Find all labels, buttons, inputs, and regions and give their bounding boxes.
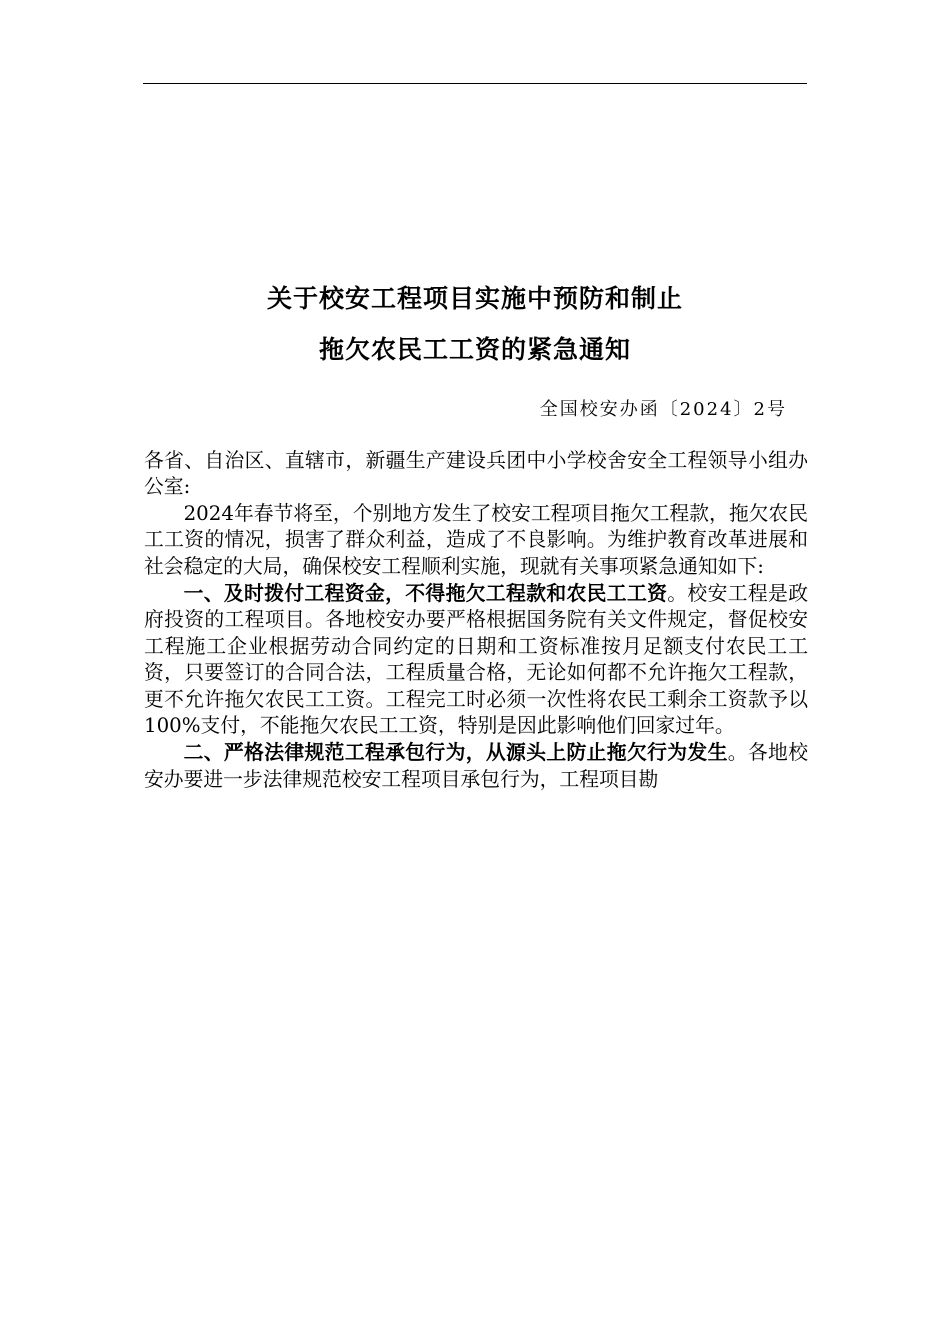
section-2-paragraph: [144, 739, 808, 793]
document-number: 全国校安办函〔2024〕2号: [539, 399, 787, 420]
section-2-heading: 二、严格法律规范工程承包行为，从源头上防止拖欠行为发生: [183, 740, 728, 765]
section-2-body: 。各地校安办要进一步法律规范校安工程项目承包行为，工程项目勘: [144, 741, 808, 791]
document-title-line-2: 拖欠农民工工资的紧急通知: [318, 335, 631, 364]
section-1-body: 。校安工程是政府投资的工程项目。各地校安办要严格根据国务院有关文件规定，督促校安工程施工企业根据劳动合同约定的日期和工资标准按月足额支付农民工工资，只要签订的合同合法，工程质量合格，无论如何都不允许拖欠工程款，更不允许拖欠农民工工资。工程完工时必须一次性将农民工剩余工资款予以100%支付，不能拖欠农民工工资，特别是因此影响他们回家过年。: [144, 582, 808, 738]
document-body: [144, 448, 808, 793]
document-title-line-1: 关于校安工程项目实施中预防和制止: [266, 284, 683, 313]
section-1-paragraph: [144, 580, 808, 739]
header-rule: [143, 83, 807, 84]
section-1-heading: 一、及时拨付工程资金，不得拖欠工程款和农民工工资: [183, 581, 668, 606]
intro-paragraph: 2024年春节将至，个别地方发生了校安工程项目拖欠工程款，拖欠农民工工资的情况，损害了群众利益，造成了不良影响。为维护教育改革进展和社会稳定的大局，确保校安工程顺利实施，现就有关事项紧急通知如下:: [144, 501, 808, 578]
salutation: 各省、自治区、直辖市，新疆生产建设兵团中小学校舍安全工程领导小组办公室:: [144, 449, 808, 499]
